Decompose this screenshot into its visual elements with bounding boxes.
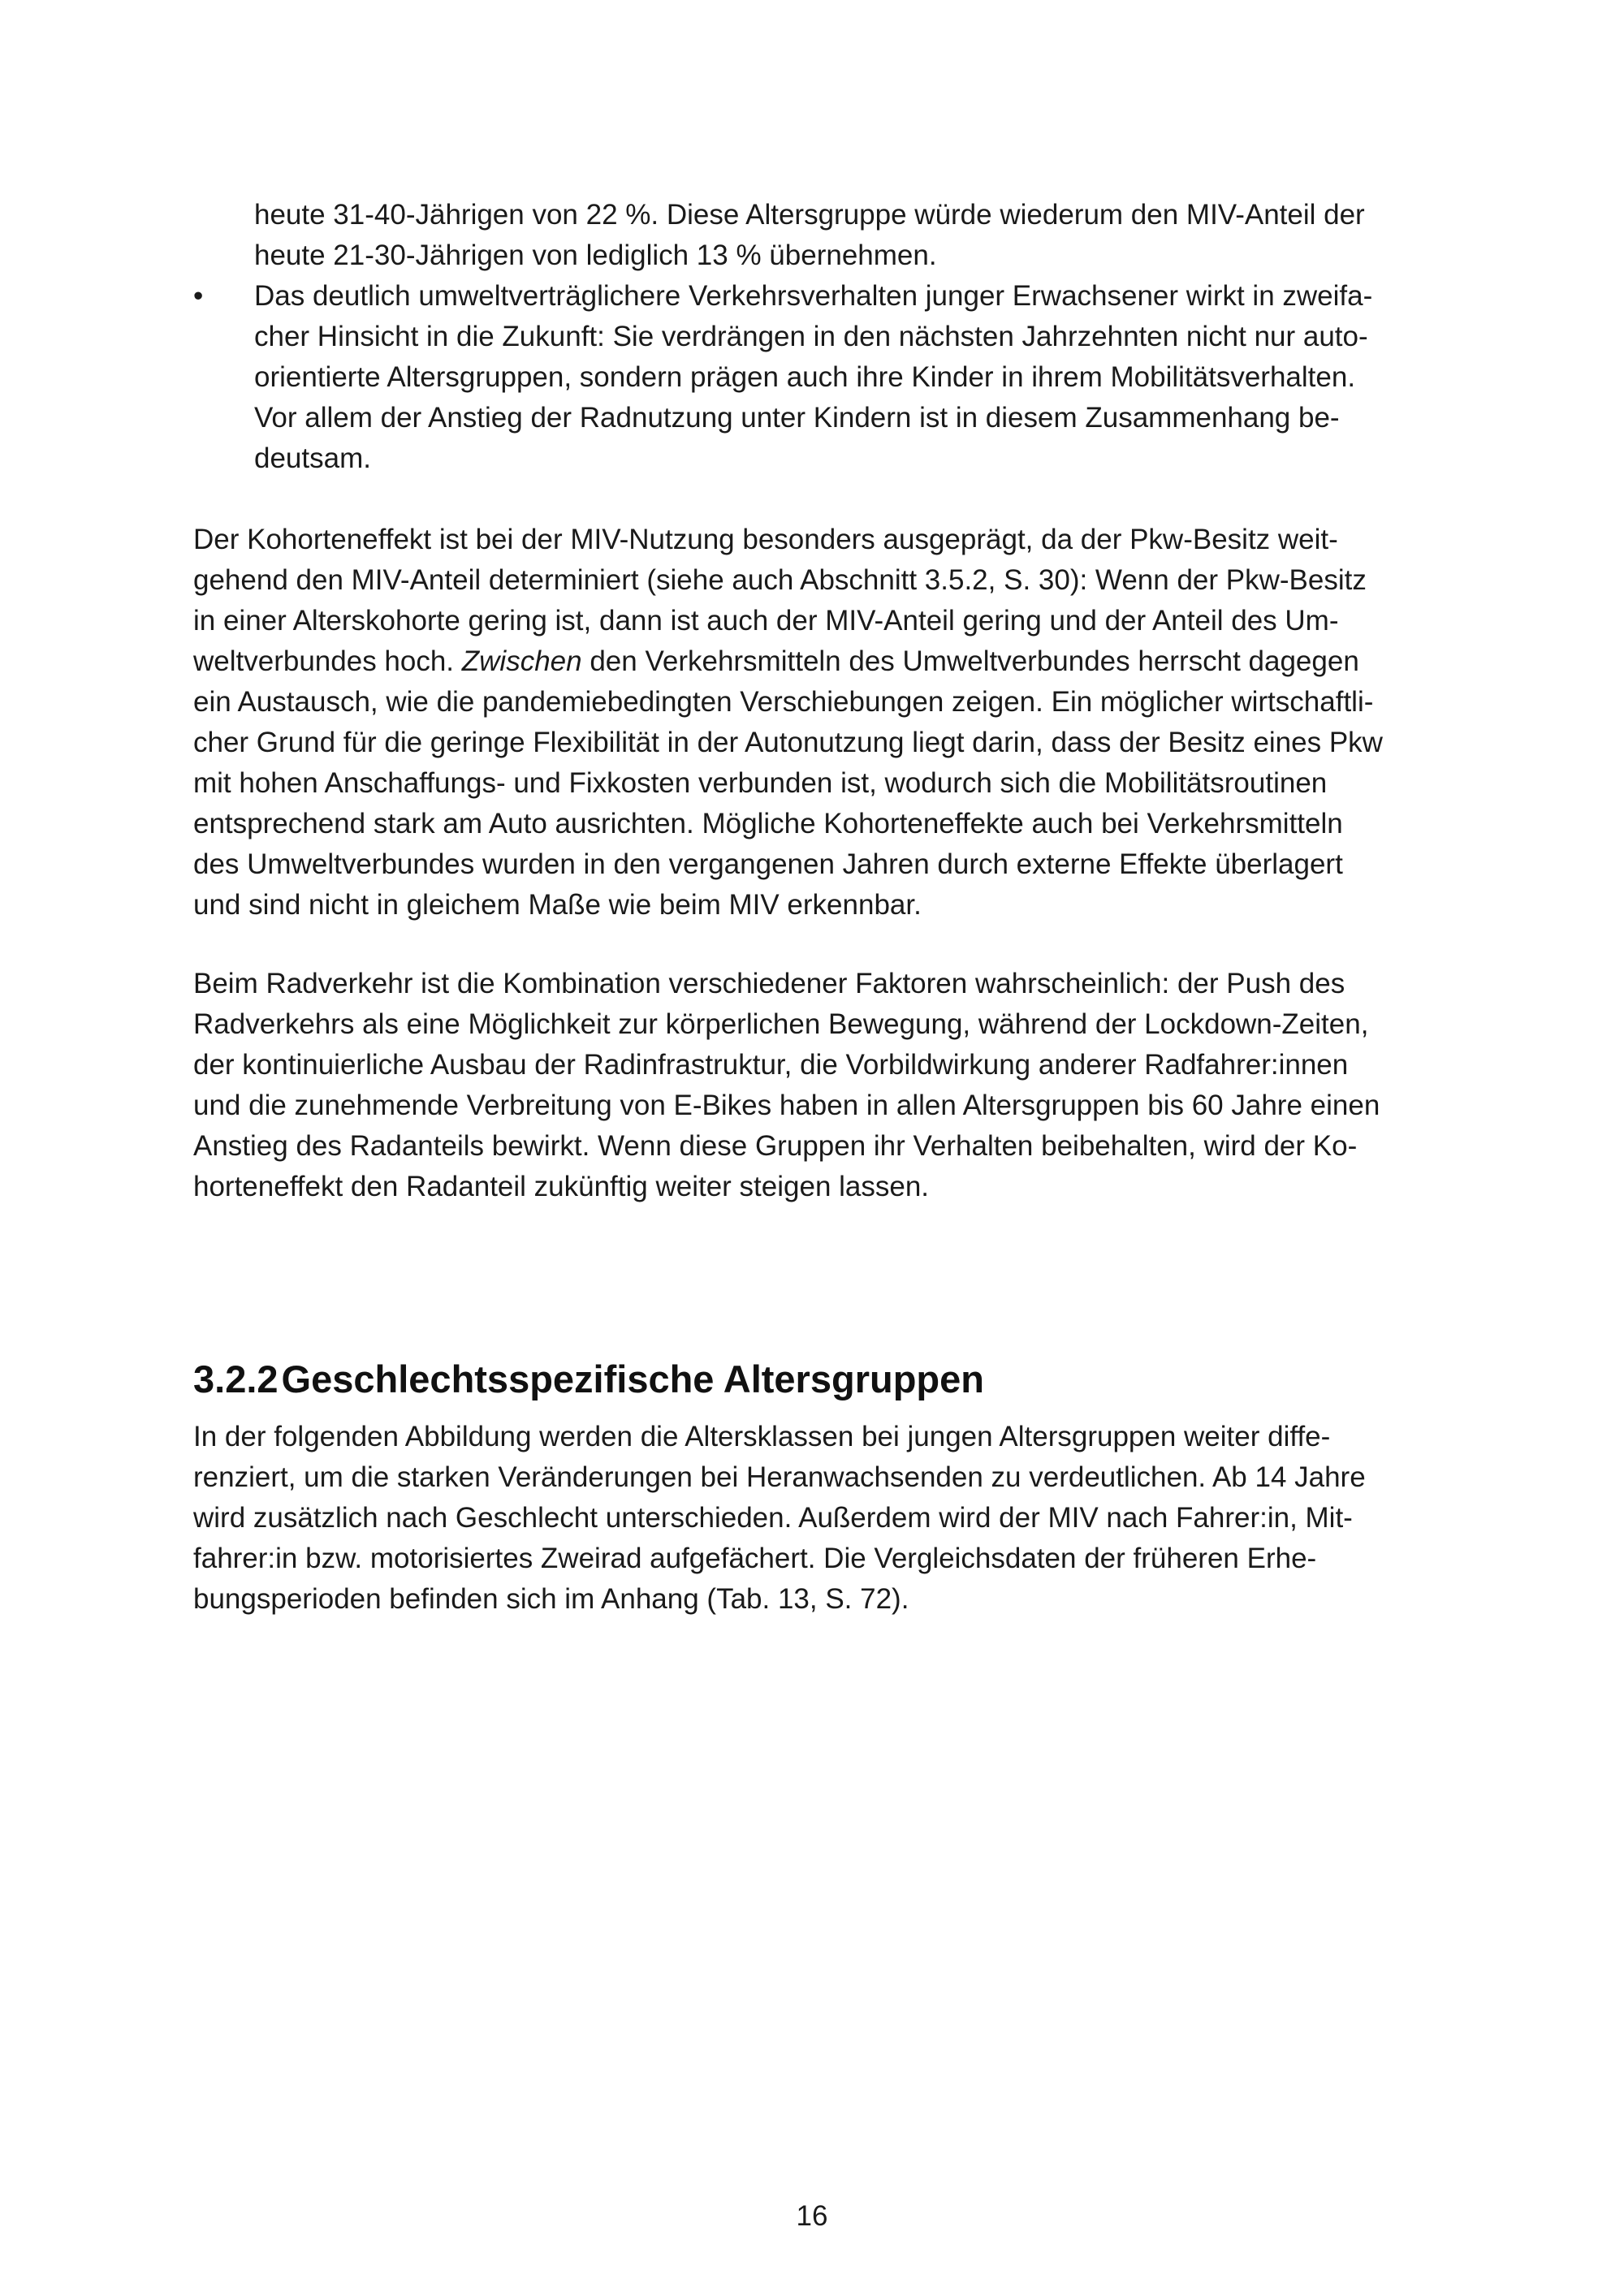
- text-line: Anstieg des Radanteils bewirkt. Wenn diese Gruppen ihr Verhalten beibehalten, wird der Ko-: [193, 1130, 1358, 1162]
- text-line: horteneffekt den Radanteil zukünftig weiter steigen lassen.: [193, 1171, 930, 1202]
- text-line: in einer Alterskohorte gering ist, dann ist auch der MIV-Anteil gering und der Anteil des Um-: [193, 605, 1339, 637]
- text-line: der kontinuierliche Ausbau der Radinfrastruktur, die Vorbildwirkung anderer Radfahrer:innen: [193, 1049, 1349, 1081]
- bullet-text: [254, 276, 1448, 479]
- text-line: gehend den MIV-Anteil determiniert (siehe auch Abschnitt 3.5.2, S. 30): Wenn der Pkw-Besitz: [193, 564, 1367, 596]
- text-line: mit hohen Anschaffungs- und Fixkosten verbunden ist, wodurch sich die Mobilitätsroutinen: [193, 767, 1328, 799]
- text-line: In der folgenden Abbildung werden die Altersklassen bei jungen Altersgruppen weiter diffe-: [193, 1421, 1331, 1452]
- text-line: Beim Radverkehr ist die Kombination verschiedener Faktoren wahrscheinlich: der Push des: [193, 968, 1345, 999]
- text-line: heute 21-30-Jährigen von lediglich 13 % übernehmen.: [254, 240, 937, 271]
- paragraph-radverkehr: [193, 964, 1444, 1207]
- section-title: Geschlechtsspezifische Altersgruppen: [281, 1357, 984, 1400]
- bullet-marker: •: [193, 280, 204, 312]
- text-line: cher Hinsicht in die Zukunft: Sie verdrängen in den nächsten Jahrzehnten nicht nur auto-: [254, 321, 1368, 352]
- paragraph-abbildung: [193, 1417, 1444, 1620]
- page-number: 16: [796, 2200, 828, 2232]
- text-line: entsprechend stark am Auto ausrichten. Mögliche Kohorteneffekte auch bei Verkehrsmitteln: [193, 808, 1343, 839]
- text-line: Der Kohorteneffekt ist bei der MIV-Nutzung besonders ausgeprägt, da der Pkw-Besitz weit-: [193, 524, 1338, 555]
- text-line: renziert, um die starken Veränderungen bei Heranwachsenden zu verdeutlichen. Ab 14 Jahre: [193, 1461, 1366, 1493]
- text-line: fahrer:in bzw. motorisiertes Zweirad aufgefächert. Die Vergleichsdaten der früheren Erhe-: [193, 1543, 1317, 1574]
- bullet-continuation: [254, 195, 1448, 276]
- bullet-list-item: [193, 276, 1448, 479]
- section-number: 3.2.2: [193, 1357, 279, 1400]
- text-line: orientierte Altersgruppen, sondern prägen auch ihre Kinder in ihrem Mobilitätsverhalten.: [254, 361, 1356, 393]
- text-line: und die zunehmende Verbreitung von E-Bikes haben in allen Altersgruppen bis 60 Jahre einen: [193, 1090, 1380, 1121]
- text-line: und sind nicht in gleichem Maße wie beim MIV erkennbar.: [193, 889, 922, 921]
- text-segment: den Verkehrsmitteln des Umweltverbundes herrscht dagegen: [581, 645, 1359, 677]
- text-line: Das deutlich umweltverträglichere Verkehrsverhalten junger Erwachsener wirkt in zweifa-: [254, 280, 1373, 312]
- section-heading: [193, 1354, 984, 1405]
- text-line: heute 31-40-Jährigen von 22 %. Diese Altersgruppe würde wiederum den MIV-Anteil der: [254, 199, 1365, 231]
- text-line: ein Austausch, wie die pandemiebedingten Verschiebungen zeigen. Ein möglicher wirtschaftli-: [193, 686, 1374, 718]
- emphasis-text: Zwischen: [461, 645, 582, 677]
- text-line: wird zusätzlich nach Geschlecht unterschieden. Außerdem wird der MIV nach Fahrer:in, Mit-: [193, 1502, 1353, 1534]
- text-line: deutsam.: [254, 442, 371, 474]
- text-line: [193, 641, 1444, 682]
- text-line: cher Grund für die geringe Flexibilität in der Autonutzung liegt darin, dass der Besitz eines Pkw: [193, 727, 1383, 758]
- text-line: bungsperioden befinden sich im Anhang (Tab. 13, S. 72).: [193, 1583, 909, 1615]
- text-line: Vor allem der Anstieg der Radnutzung unter Kindern ist in diesem Zusammenhang be-: [254, 402, 1340, 434]
- text-line: Radverkehrs als eine Möglichkeit zur körperlichen Bewegung, während der Lockdown-Zeiten,: [193, 1008, 1369, 1040]
- paragraph-kohorteneffekt: [193, 520, 1444, 926]
- text-segment: weltverbundes hoch.: [193, 645, 462, 677]
- text-line: des Umweltverbundes wurden in den vergangenen Jahren durch externe Effekte überlagert: [193, 848, 1343, 880]
